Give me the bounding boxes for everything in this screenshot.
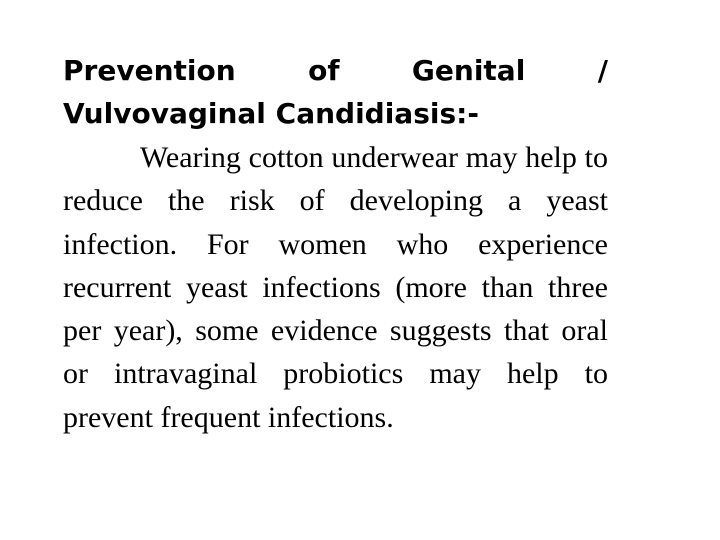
body-paragraph: Wearing cotton underwear may help to reduce the risk of developing a yeast infection. For women who experience recurrent yeast infections (more than three per year), some evidence suggests that oral or intravaginal probiotics may help to prevent frequent infections.: [63, 141, 608, 434]
heading-word-of: of: [308, 54, 340, 87]
heading-slash: /: [597, 54, 608, 87]
heading-line-2: Vulvovaginal Candidiasis:-: [63, 97, 479, 130]
heading-word-prevention: Prevention: [63, 54, 236, 87]
heading-word-genital: Genital: [411, 54, 526, 87]
heading-line-1: [63, 50, 608, 92]
content-block: [63, 50, 608, 439]
